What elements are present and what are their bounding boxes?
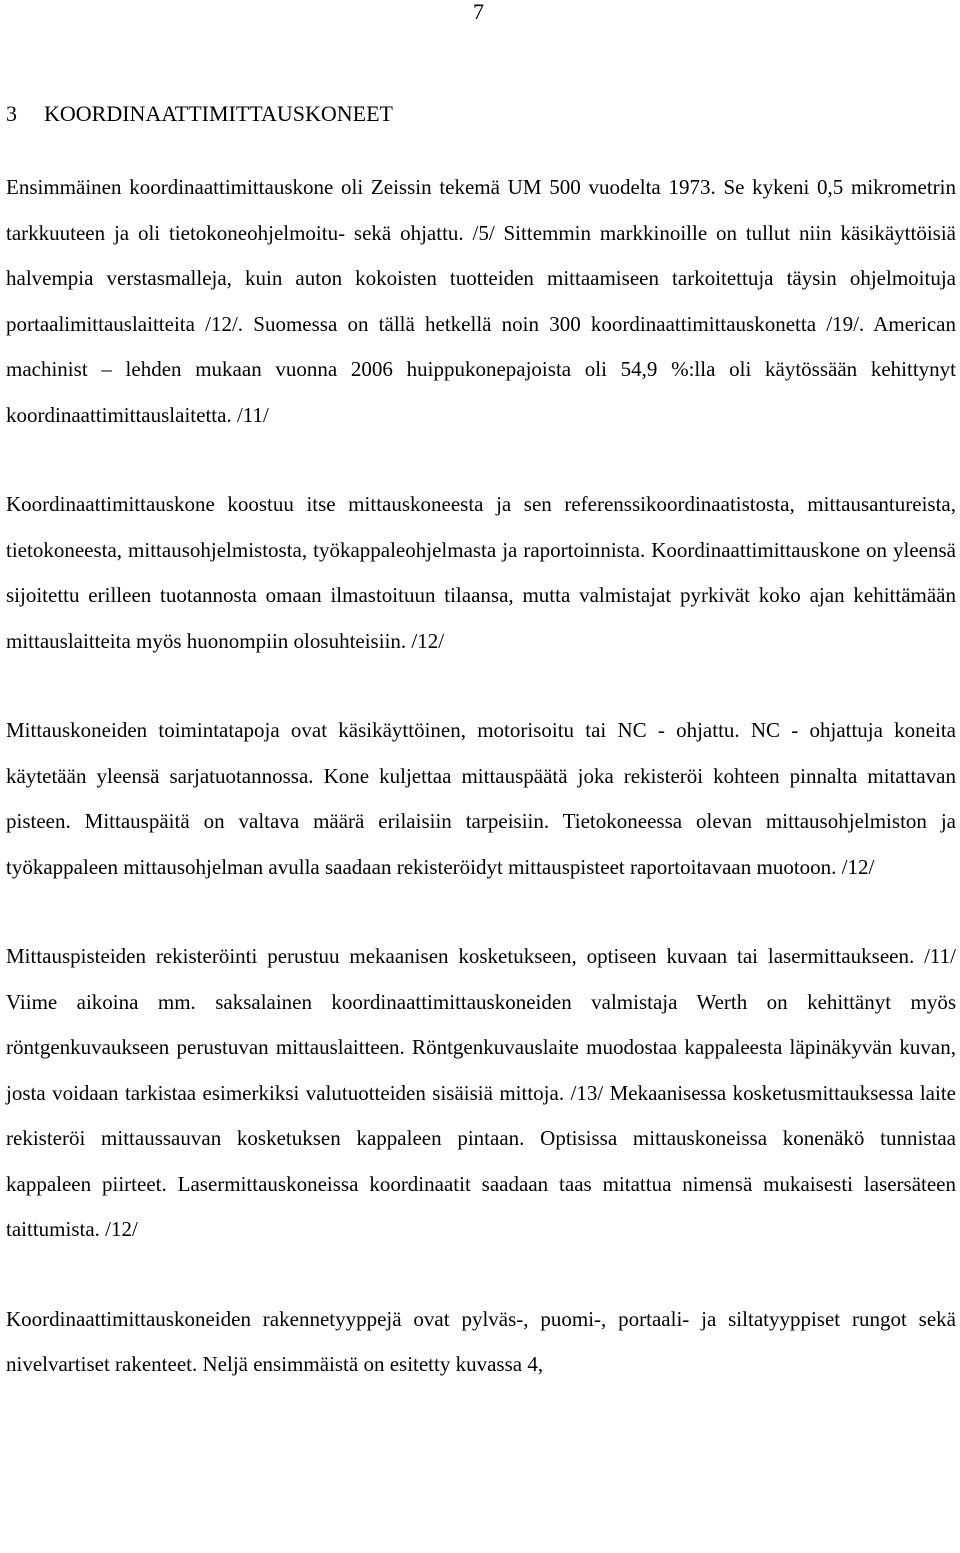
section-heading xyxy=(6,100,393,128)
body-text xyxy=(6,165,956,1388)
paragraph-5: Koordinaattimittauskoneiden rakennetyyppejä ovat pylväs-, puomi-, portaali- ja siltatyyppiset rungot sekä nivelvartiset rakenteet. Neljä ensimmäistä on esitetty kuvassa 4, xyxy=(6,1306,956,1376)
paragraph-4: Mittauspisteiden rekisteröinti perustuu mekaanisen kosketukseen, optiseen kuvaan tai lasermittaukseen. /11/ Viime aikoina mm. saksalainen koordinaattimittauskoneiden valmistaja Werth on kehittänyt myös röntgenkuvaukseen perustuvan mittauslaitteen. Röntgenkuvauslaite muodostaa kappaleesta läpinäkyvän kuvan, josta voidaan tarkistaa esimerkiksi valutuotteiden sisäisiä mittoja. /13/ Mekaanisessa kosketusmittauksessa laite rekisteröi mittaussauvan kosketuksen kappaleen pintaan. Optisissa mittauskoneissa konenäkö tunnistaa kappaleen piirteet. Lasermittauskoneissa koordinaatit saadaan taas mitattua nimensä mukaisesti lasersäteen taittumista. /12/ xyxy=(6,944,956,1241)
section-number: 3 xyxy=(6,101,17,126)
paragraph-2: Koordinaattimittauskone koostuu itse mittauskoneesta ja sen referenssikoordinaatistosta, mittausantureista, tietokoneesta, mittausohjelmistosta, työkappaleohjelmasta ja raportoinnista. Koordinaattimittauskone on yleensä sijoitettu erilleen tuotannosta omaan ilmastoituun tilaansa, mutta valmistajat pyrkivät koko ajan kehittämään mittauslaitteita myös huonompiin olosuhteisiin. /12/ xyxy=(6,492,956,653)
paragraph-1: Ensimmäinen koordinaattimittauskone oli Zeissin tekemä UM 500 vuodelta 1973. Se kykeni 0,5 mikrometrin tarkkuuteen ja oli tietokoneohjelmoitu- sekä ohjattu. /5/ Sittemmin markkinoille on tullut niin käsikäyttöisiä halvempia verstasmalleja, kuin auton kokoisten tuotteiden mittaamiseen tarkoitettuja täysin ohjelmoituja portaalimittauslaitteita /12/. Suomessa on tällä hetkellä noin 300 koordinaattimittauskonetta /19/. American machinist – lehden mukaan vuonna 2006 huippukonepajoista oli 54,9 %:lla oli käytössään kehittynyt koordinaattimittauslaitetta. /11/ xyxy=(6,175,956,427)
page-number: 7 xyxy=(473,0,484,24)
section-title: KOORDINAATTIMITTAUSKONEET xyxy=(44,101,393,126)
paragraph-3: Mittauskoneiden toimintatapoja ovat käsikäyttöinen, motorisoitu tai NC - ohjattu. NC - ohjattuja koneita käytetään yleensä sarjatuotannossa. Kone kuljettaa mittauspäätä joka rekisteröi kohteen pinnalta mitattavan pisteen. Mittauspäitä on valtava määrä erilaisiin tarpeisiin. Tietokoneessa olevan mittausohjelmiston ja työkappaleen mittausohjelman avulla saadaan rekisteröidyt mittauspisteet raportoitavaan muotoon. /12/ xyxy=(6,718,956,879)
